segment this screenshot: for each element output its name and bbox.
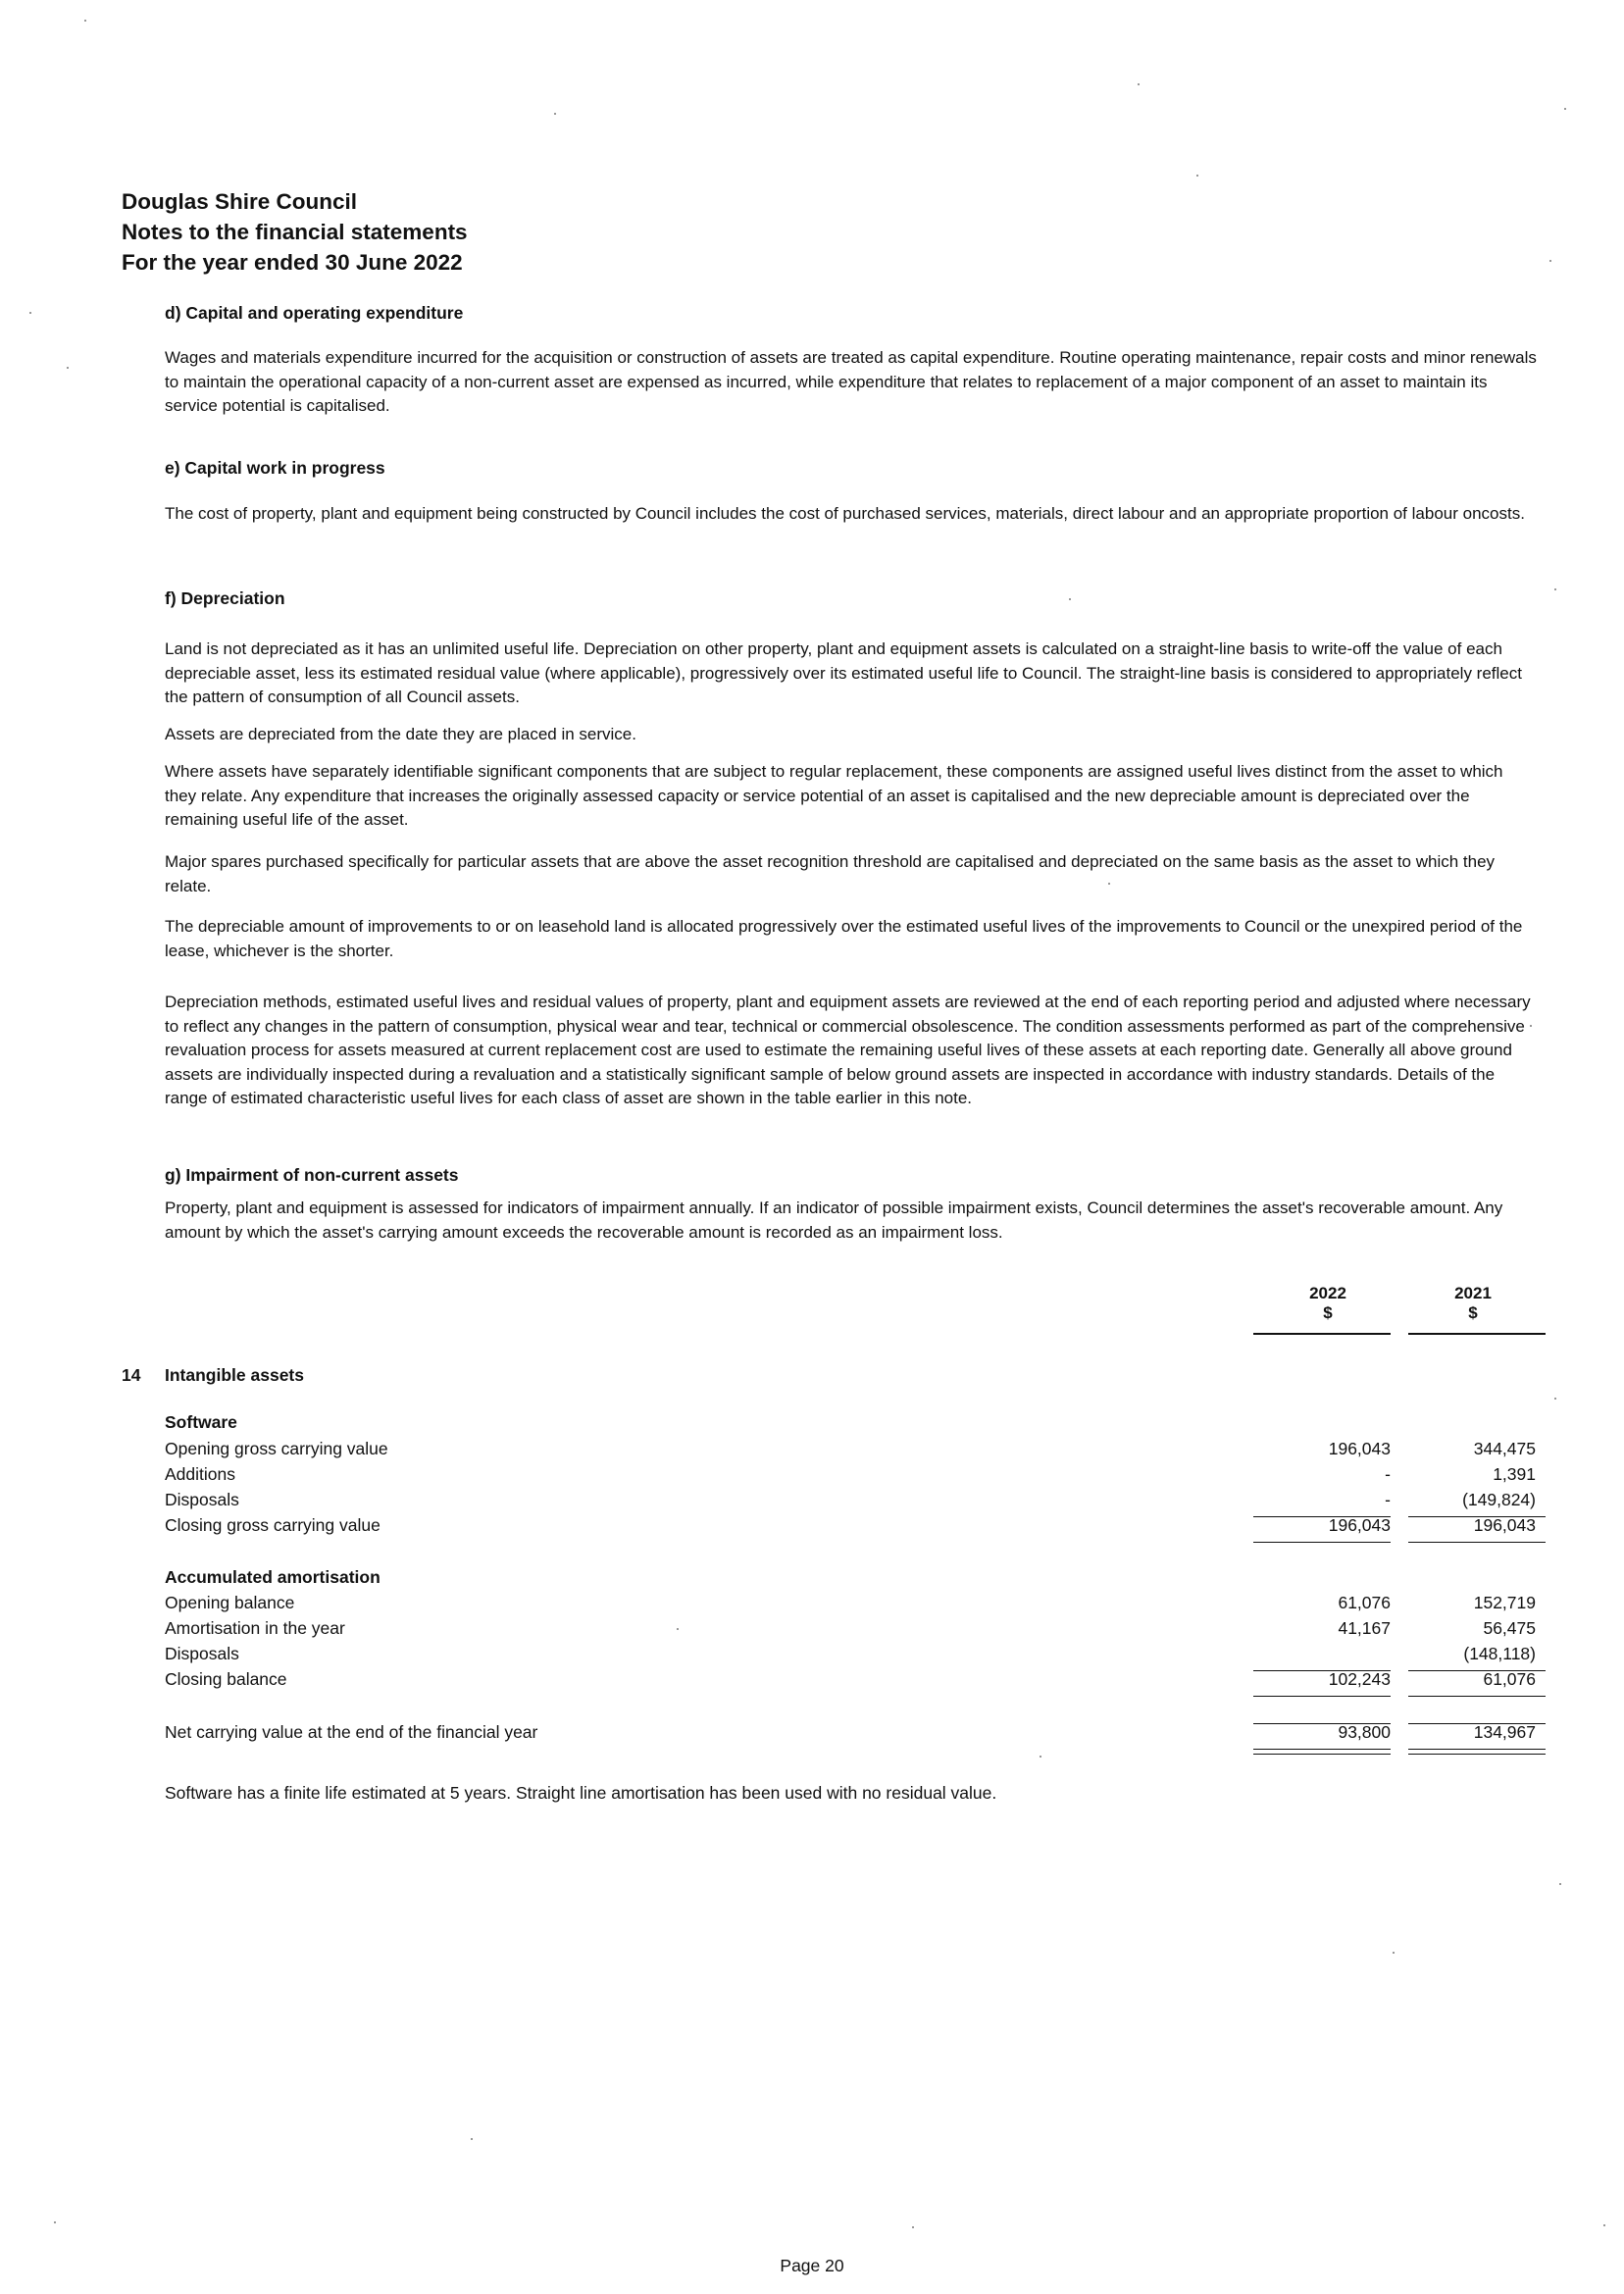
- paragraph-depreciation-6: Depreciation methods, estimated useful lives and residual values of property, plant and equipment assets are reviewed at the end of each reporting period and adjusted where necessary to reflect any changes in the pattern of consumption, physical wear and tear, technical or commercial obsolescence. The condition assessments performed as part of the comprehensive revaluation process for assets measured at current replacement cost are used to estimate the remaining useful lives of these assets at each reporting date. Generally all above ground assets are individually inspected during a revaluation and a statistically significant sample of below ground assets are inspected in accordance with industry standards. Details of the range of estimated characteristic useful lives for each class of asset are shown in the table earlier in this note.: [165, 993, 1531, 1107]
- scan-speck: [554, 113, 556, 115]
- section-title-depreciation: f) Depreciation: [165, 588, 285, 608]
- footnote: Software has a finite life estimated at 5 years. Straight line amortisation has been used with no residual value.: [165, 1783, 997, 1803]
- column-heading-rule-2022: [1253, 1333, 1391, 1335]
- accumulated-amortisation-heading: Accumulated amortisation: [165, 1567, 381, 1587]
- scan-speck: [1564, 108, 1566, 110]
- table-row: Opening balance 61,076 152,719: [165, 1593, 1536, 1612]
- section-title-capital-wip: e) Capital work in progress: [165, 458, 385, 478]
- paragraph-depreciation-5: The depreciable amount of improvements to or on leasehold land is allocated progressively over the estimated useful lives of the improvements to Council or the unexpired period of the lease, whichever is the shorter.: [165, 917, 1523, 960]
- scan-speck: [84, 20, 86, 22]
- double-underline: [1253, 1754, 1391, 1755]
- double-underline: [1408, 1754, 1546, 1755]
- scan-speck: [1040, 1756, 1041, 1758]
- scan-speck: [29, 312, 31, 314]
- column-heading-2022: 2022 $: [1309, 1284, 1346, 1322]
- scan-speck: [67, 367, 69, 369]
- council-name: Douglas Shire Council: [122, 189, 358, 214]
- scan-speck: [1554, 588, 1556, 590]
- note-title: Intangible assets: [165, 1365, 304, 1385]
- page-number: Page 20: [780, 2256, 844, 2275]
- table-row: Disposals (148,118): [165, 1644, 1536, 1663]
- table-row-closing-gross: Closing gross carrying value 196,043 196,043: [165, 1515, 1536, 1535]
- scan-speck: [1069, 598, 1071, 600]
- paragraph-capital-wip: The cost of property, plant and equipment being constructed by Council includes the cost of purchased services, materials, direct labour and an appropriate proportion of labour oncosts.: [165, 504, 1525, 523]
- scan-speck: [471, 2138, 473, 2140]
- double-underline: [1253, 1749, 1391, 1750]
- scan-speck: [912, 2226, 914, 2228]
- paragraph-depreciation-1: Land is not depreciated as it has an unlimited useful life. Depreciation on other property, plant and equipment assets is calculated on a straight-line basis to write-off the value of each depreciable asset, less its estimated residual value (where applicable), progressively over its estimated useful life to Council. The straight-line basis is considered to appropriately reflect the pattern of consumption of all Council assets.: [165, 639, 1522, 706]
- scan-speck: [54, 2221, 56, 2223]
- scan-speck: [677, 1628, 679, 1630]
- total-rule: [1253, 1542, 1391, 1543]
- paragraph-impairment: Property, plant and equipment is assessed for indicators of impairment annually. If an indicator of possible impairment exists, Council determines the asset's recoverable amount. Any amount by which the asset's carrying amount exceeds the recoverable amount is recorded as an impairment loss.: [165, 1198, 1503, 1242]
- scan-speck: [1196, 175, 1198, 177]
- table-row: Disposals - (149,824): [165, 1490, 1536, 1509]
- scan-speck: [1393, 1952, 1395, 1954]
- section-title-capital-operating: d) Capital and operating expenditure: [165, 303, 464, 323]
- table-row: Amortisation in the year 41,167 56,475: [165, 1618, 1536, 1638]
- total-rule: [1253, 1696, 1391, 1697]
- scan-speck: [1138, 83, 1140, 85]
- scan-speck: [1559, 1883, 1561, 1885]
- total-rule: [1408, 1696, 1546, 1697]
- paragraph-capital-operating: Wages and materials expenditure incurred for the acquisition or construction of assets are treated as capital expenditure. Routine operating maintenance, repair costs and minor renewals to maintain the operational capacity of a non-current asset are expensed as incurred, while expenditure that relates to replacement of a major component of an asset to maintain its service potential is capitalised.: [165, 348, 1537, 415]
- scan-speck: [1549, 260, 1551, 262]
- table-row-net-carrying-value: Net carrying value at the end of the financial year 93,800 134,967: [165, 1722, 1536, 1742]
- scan-speck: [1603, 2224, 1605, 2226]
- reporting-period: For the year ended 30 June 2022: [122, 250, 463, 275]
- column-heading-2021: 2021 $: [1454, 1284, 1492, 1322]
- software-heading: Software: [165, 1412, 237, 1432]
- document-title: Notes to the financial statements: [122, 220, 468, 244]
- paragraph-depreciation-3: Where assets have separately identifiable significant components that are subject to regular replacement, these components are assigned useful lives distinct from the asset to which they relate. Any expenditure that increases the originally assessed capacity or service potential of an asset is capitalised and the new depreciable amount is depreciated over the remaining useful life of the asset.: [165, 762, 1503, 829]
- column-heading-rule-2021: [1408, 1333, 1546, 1335]
- scan-speck: [1554, 1398, 1556, 1400]
- document-header: [122, 186, 468, 278]
- paragraph-depreciation-2: Assets are depreciated from the date they are placed in service.: [165, 725, 636, 743]
- scan-speck: [1530, 1025, 1532, 1027]
- table-row: Additions - 1,391: [165, 1464, 1536, 1484]
- paragraph-depreciation-4: Major spares purchased specifically for particular assets that are above the asset recognition threshold are capitalised and depreciated on the same basis as the asset to which they relate.: [165, 852, 1496, 895]
- table-row: Opening gross carrying value 196,043 344,475: [165, 1439, 1536, 1458]
- total-rule: [1408, 1542, 1546, 1543]
- section-title-impairment: g) Impairment of non-current assets: [165, 1165, 459, 1185]
- table-row-closing-balance: Closing balance 102,243 61,076: [165, 1669, 1536, 1689]
- double-underline: [1408, 1749, 1546, 1750]
- scan-speck: [1108, 883, 1110, 885]
- note-number: 14: [122, 1365, 141, 1385]
